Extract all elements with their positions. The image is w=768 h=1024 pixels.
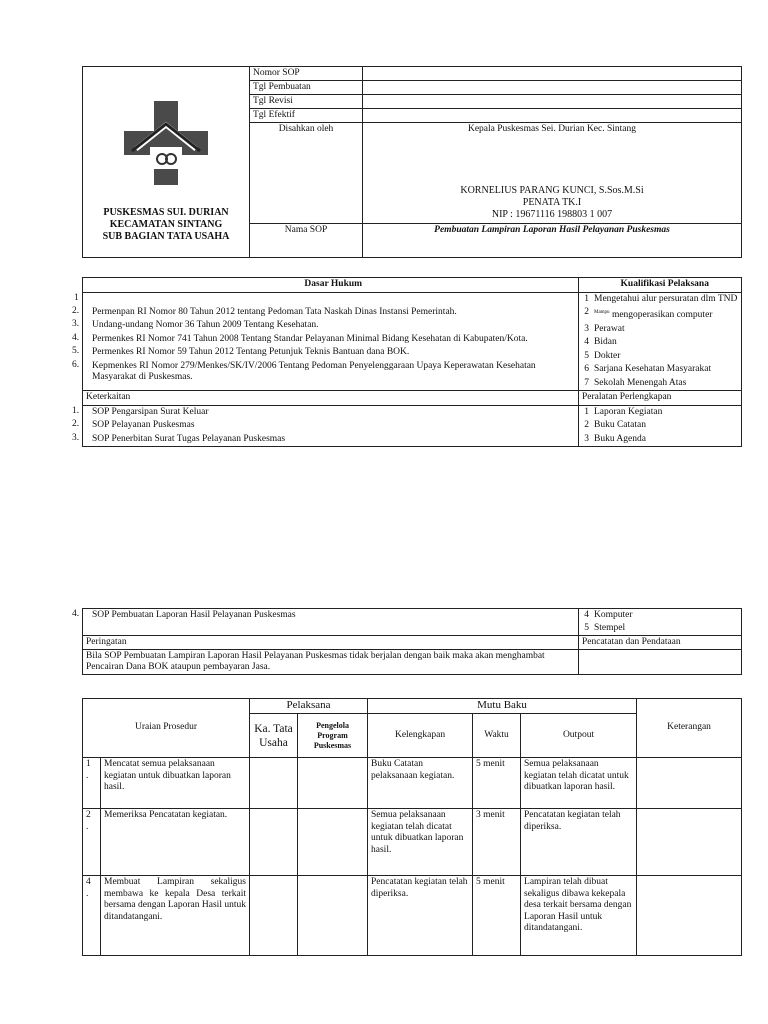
- row-keterangan: [637, 876, 742, 956]
- signer-rank: PENATA TK.I: [522, 197, 582, 208]
- row-ka: [250, 758, 298, 809]
- col-uraian-prosedur: Uraian Prosedur: [83, 699, 250, 758]
- dasar-hukum-item: Undang-undang Nomor 36 Tahun 2009 Tentang Kesehatan.: [92, 320, 319, 330]
- row-number: 2 .: [83, 809, 101, 876]
- logo-cell: [83, 67, 250, 258]
- col-keterangan: Keterangan: [637, 699, 742, 758]
- col-pelaksana: Pelaksana: [250, 699, 368, 714]
- row-ka: [250, 876, 298, 956]
- kualifikasi-num: 4: [584, 337, 589, 348]
- peralatan-list: [579, 405, 742, 447]
- row-kelengkapan: Pencatatan kegiatan telah diperiksa.: [368, 876, 473, 956]
- dasar-hukum-item: Permenpan RI Nomor 80 Tahun 2012 tentang Pedoman Tata Naskah Dinas Instansi Pemerintah.: [92, 306, 457, 317]
- row-output: Lampiran telah dibuat sekaligus dibawa kekepala desa terkait bersama dengan Laporan Hasil untuk ditandatangani.: [521, 876, 637, 956]
- nama-sop-label: Nama SOP: [250, 224, 363, 258]
- row-uraian: Memeriksa Pencatatan kegiatan.: [101, 809, 250, 876]
- row-output: Semua pelaksanaan kegiatan telah dicatat untuk dibuatkan laporan hasil.: [521, 758, 637, 809]
- kualifikasi-num: 3: [584, 323, 589, 334]
- dasar-hukum-title: Dasar Hukum: [89, 278, 579, 293]
- keterkaitan-continued-table: [72, 608, 742, 675]
- signer-nip: NIP : 19671116 198803 1 007: [491, 209, 613, 220]
- row-keterangan: [637, 809, 742, 876]
- peralatan-list-cont: [579, 609, 742, 636]
- disahkan-cell: [363, 123, 742, 224]
- row-number: 4 .: [83, 876, 101, 956]
- row-pengelola: [298, 758, 368, 809]
- org-name-line2: KECAMATAN SINTANG: [109, 219, 223, 230]
- tgl-revisi-value: [363, 95, 742, 109]
- org-name-line3: SUB BAGIAN TATA USAHA: [102, 231, 230, 242]
- tgl-efektif-label: Tgl Efektif: [250, 109, 363, 123]
- kualifikasi-item: Mengetahui alur persuratan dlm TND: [594, 293, 738, 304]
- peralatan-item: Laporan Kegiatan: [594, 406, 663, 417]
- keterkaitan-list-cont: [72, 609, 579, 636]
- keterkaitan-item: SOP Pelayanan Puskesmas: [92, 420, 195, 431]
- signer-name: KORNELIUS PARANG KUNCI, S.Sos.M.Si: [460, 185, 644, 196]
- kualifikasi-item: Sarjana Kesehatan Masyarakat: [594, 364, 712, 375]
- col-mutu-baku: Mutu Baku: [368, 699, 637, 714]
- dasar-hukum-item: Permenkes RI Nomor 741 Tahun 2008 Tentang Standar Pelayanan Minimal Bidang Kesehatan di Kabupaten/Kota.: [92, 333, 528, 344]
- dasar-hukum-num: 5.: [72, 346, 80, 356]
- peralatan-num: 2: [584, 420, 589, 431]
- kualifikasi-list: [579, 292, 742, 391]
- dasar-hukum-item: Permenkes RI Nomor 59 Tahun 2012 Tentang Petunjuk Teknis Bantuan dana BOK.: [92, 347, 410, 357]
- peralatan-title: Peralatan Perlengkapan: [579, 391, 742, 406]
- dasar-hukum-num: 3.: [72, 319, 80, 329]
- kualifikasi-item: Bidan: [594, 337, 617, 348]
- dasar-hukum-num: 4.: [72, 332, 80, 343]
- nomor-sop-value: [363, 67, 742, 81]
- keterkaitan-item: SOP Penerbitan Surat Tugas Pelayanan Puskesmas: [92, 433, 286, 444]
- peralatan-num: 3: [584, 433, 589, 444]
- peralatan-item: Buku Agenda: [594, 433, 646, 444]
- tgl-pembuatan-value: [363, 81, 742, 95]
- tgl-efektif-value: [363, 109, 742, 123]
- nomor-sop-label: Nomor SOP: [250, 67, 363, 81]
- peralatan-num: 4: [584, 610, 589, 620]
- col-waktu: Waktu: [473, 714, 521, 758]
- row-keterangan: [637, 758, 742, 809]
- kualifikasi-num: 5: [584, 350, 589, 361]
- peringatan-text: Bila SOP Pembuatan Lampiran Laporan Hasil Pelayanan Puskesmas tidak berjalan dengan baik maka akan menghambat Pencairan Dana BOK ataupun pembayaran Jasa.: [83, 650, 579, 675]
- kualifikasi-item: Sekolah Menengah Atas: [594, 377, 687, 388]
- keterkaitan-num: 4.: [72, 609, 80, 619]
- dasar-hukum-list: [72, 292, 579, 391]
- tgl-revisi-label: Tgl Revisi: [250, 95, 363, 109]
- row-uraian: Mencatat semua pelaksanaan kegiatan untuk dibuatkan laporan hasil.: [101, 758, 250, 809]
- peralatan-item: Stempel: [594, 623, 626, 633]
- kualifikasi-num: 7: [584, 377, 589, 388]
- col-pengelola-program: Pengelola Program Puskesmas: [298, 714, 368, 758]
- kualifikasi-num: 2: [584, 307, 589, 317]
- col-output: Outpout: [521, 714, 637, 758]
- row-output: Pencatatan kegiatan telah diperiksa.: [521, 809, 637, 876]
- keterkaitan-num: 2.: [72, 419, 80, 430]
- sop-header-table: [82, 66, 742, 258]
- pencatatan-value: [579, 650, 742, 675]
- kualifikasi-item: Perawat: [594, 323, 625, 334]
- keterkaitan-num: 1.: [72, 405, 80, 416]
- keterkaitan-item: SOP Pembuatan Laporan Hasil Pelayanan Puskesmas: [92, 610, 296, 620]
- disahkan-value: Kepala Puskesmas Sei. Durian Kec. Sintang: [467, 124, 637, 134]
- row-pengelola: [298, 876, 368, 956]
- keterkaitan-list: [72, 405, 579, 447]
- row-uraian: Membuat Lampiran sekaligus membawa ke kepala Desa terkait bersama dengan Laporan Hasil untuk ditandatangani.: [101, 876, 250, 956]
- row-kelengkapan: Semua pelaksanaan kegiatan telah dicatat untuk dibuatkan laporan hasil.: [368, 809, 473, 876]
- dasar-hukum-item: [89, 293, 578, 306]
- row-waktu: 5 menit: [473, 876, 521, 956]
- col-kelengkapan: Kelengkapan: [368, 714, 473, 758]
- dasar-hukum-num: 1: [74, 292, 79, 303]
- prosedur-table: [82, 698, 742, 956]
- table-row: [83, 809, 742, 876]
- kualifikasi-sup: Mampu: [594, 310, 610, 315]
- disahkan-label: Disahkan oleh: [250, 123, 363, 224]
- keterkaitan-item: SOP Pengarsipan Surat Keluar: [92, 406, 209, 417]
- peringatan-title: Peringatan: [83, 636, 579, 650]
- table-row: [83, 876, 742, 956]
- dasar-hukum-table: [72, 277, 742, 447]
- keterkaitan-num: 3.: [72, 432, 80, 443]
- dasar-hukum-item: Kepmenkes RI Nomor 279/Menkes/SK/IV/2006 Tentang Pedoman Penyelenggaraan Upaya Keperawatan Kesehatan Masyarakat di Puskesmas.: [92, 360, 536, 382]
- kualifikasi-item: Dokter: [594, 350, 621, 361]
- puskesmas-logo-icon: [120, 97, 212, 189]
- nama-sop-value: Pembuatan Lampiran Laporan Hasil Pelayanan Puskesmas: [363, 224, 742, 258]
- peralatan-item: Komputer: [594, 610, 633, 620]
- dasar-hukum-num: 2.: [72, 305, 80, 316]
- row-waktu: 5 menit: [473, 758, 521, 809]
- row-waktu: 3 menit: [473, 809, 521, 876]
- kualifikasi-item: [591, 306, 741, 323]
- org-name-line1: PUSKESMAS SUI. DURIAN: [103, 207, 229, 218]
- tgl-pembuatan-label: Tgl Pembuatan: [250, 81, 363, 95]
- keterkaitan-title: Keterkaitan: [83, 391, 579, 406]
- table-row: [83, 758, 742, 809]
- col-ka-tata-usaha: Ka. Tata Usaha: [250, 714, 298, 758]
- pencatatan-title: Pencatatan dan Pendataan: [579, 636, 742, 650]
- kualifikasi-num: 6: [584, 364, 589, 375]
- row-pengelola: [298, 809, 368, 876]
- row-number: 1 .: [83, 758, 101, 809]
- kualifikasi-title: Kualifikasi Pelaksana: [589, 278, 742, 293]
- row-kelengkapan: Buku Catatan pelaksanaan kegiatan.: [368, 758, 473, 809]
- dasar-hukum-num: 6.: [72, 359, 80, 370]
- peralatan-item: Buku Catatan: [594, 420, 646, 431]
- kualifikasi-item-text: mengoperasikan computer: [609, 310, 713, 321]
- peralatan-num: 1: [584, 406, 589, 417]
- row-ka: [250, 809, 298, 876]
- peralatan-num: 5: [584, 623, 589, 633]
- kualifikasi-num: 1: [584, 293, 589, 304]
